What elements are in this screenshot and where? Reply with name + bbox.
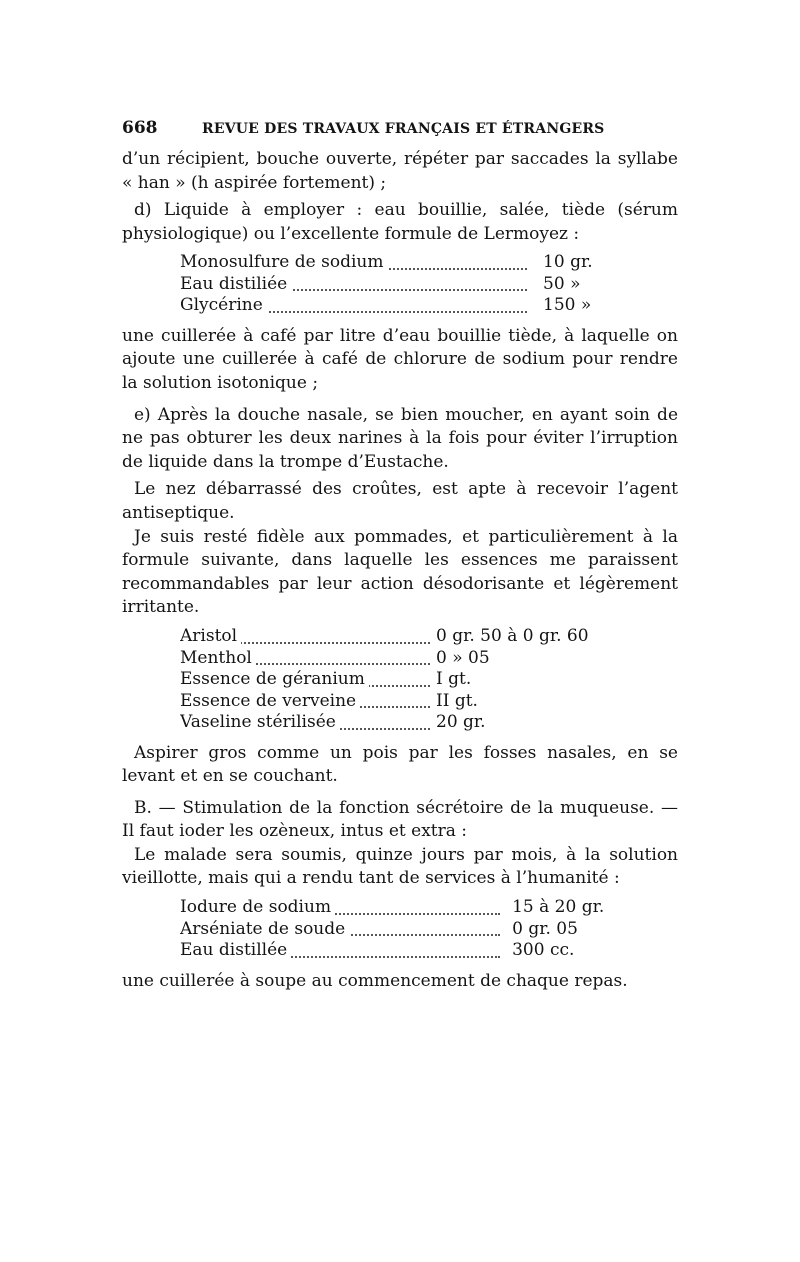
recipe-row: [122, 691, 678, 713]
recipe-pommade: [122, 626, 678, 734]
ingredient-name: Monosulfure de sodium: [180, 252, 387, 272]
paragraph-1: d’un récipient, bouche ouverte, répéter par saccades la syllabe « han » (h aspirée fortement) ;: [122, 149, 678, 193]
ingredient-quantity: 15 à 20 gr.: [512, 897, 605, 918]
recipe-row: [122, 295, 678, 317]
ingredient-name: Aristol: [180, 626, 241, 646]
paragraph-3: une cuillerée à café par litre d’eau bouillie tiède, à laquelle on ajoute une cuillerée à café de chlorure de sodium pour rendre la solution isotonique ;: [122, 325, 678, 394]
paragraph-7: Aspirer gros comme un pois par les fosses nasales, en se levant et en se couchant.: [122, 742, 678, 787]
recipe-row: [122, 919, 678, 941]
document-page: [122, 118, 678, 993]
recipe-row: [122, 940, 678, 962]
ingredient-name: Essence de géranium: [180, 669, 369, 689]
recipe-row: [122, 626, 678, 648]
ingredient-name: Glycérine: [180, 295, 267, 315]
paragraph-4: e) Après la douche nasale, se bien moucher, en ayant soin de ne pas obturer les deux narines à la fois pour éviter l’irruption de liquide dans la trompe d’Eustache.: [122, 404, 678, 472]
ingredient-quantity: 0 gr. 05: [512, 918, 578, 939]
recipe-row: [122, 648, 678, 670]
recipe-row: [122, 712, 678, 734]
paragraph-10: une cuillerée à soupe au commencement de chaque repas.: [122, 970, 628, 991]
ingredient-name: Arséniate de soude: [180, 919, 349, 939]
recipe-row: [122, 252, 678, 274]
ingredient-quantity: 10 gr.: [543, 252, 593, 273]
ingredient-quantity: II gt.: [436, 690, 478, 711]
running-title: REVUE DES TRAVAUX FRANÇAIS ET ÉTRANGERS: [202, 121, 605, 137]
ingredient-name: Vaseline stérilisée: [180, 712, 340, 732]
ingredient-quantity: I gt.: [436, 669, 472, 689]
ingredient-name: Menthol: [180, 648, 256, 668]
paragraph-9: Le malade sera soumis, quinze jours par mois, à la solution vieillotte, mais qui a rendu tant de services à l’humanité :: [122, 844, 678, 889]
paragraph-6: Je suis resté fidèle aux pommades, et particulièrement à la formule suivante, dans laquelle les essences me paraissent recommandables par leur action désodorisante et légèrement irritante.: [122, 526, 678, 618]
recipe-row: [122, 669, 678, 691]
ingredient-quantity: 20 gr.: [436, 712, 486, 732]
ingredient-name: Essence de verveine: [180, 691, 360, 711]
ingredient-quantity: 0 » 05: [436, 647, 490, 668]
recipe-row: [122, 274, 678, 296]
ingredient-quantity: 300 cc.: [512, 940, 575, 961]
page-header: [122, 118, 678, 138]
ingredient-name: Eau distiliée: [180, 274, 291, 294]
ingredient-quantity: 50 »: [543, 273, 581, 294]
ingredient-name: Iodure de sodium: [180, 897, 335, 917]
ingredient-quantity: 0 gr. 50 à 0 gr. 60: [436, 626, 589, 646]
ingredient-name: Eau distillée: [180, 940, 291, 960]
recipe-iodure: [122, 897, 678, 962]
paragraph-8: B. — Stimulation de la fonction sécrétoire de la muqueuse. — Il faut ioder les ozèneux, intus et extra :: [122, 797, 678, 842]
page-number: 668: [122, 118, 158, 138]
ingredient-quantity: 150 »: [543, 295, 592, 316]
paragraph-5: Le nez débarrassé des croûtes, est apte à recevoir l’agent antiseptique.: [122, 479, 678, 524]
recipe-row: [122, 897, 678, 919]
recipe-lermoyez: [122, 252, 678, 317]
paragraph-2: d) Liquide à employer : eau bouillie, salée, tiède (sérum physiologique) ou l’excellente formule de Lermoyez :: [122, 200, 678, 244]
